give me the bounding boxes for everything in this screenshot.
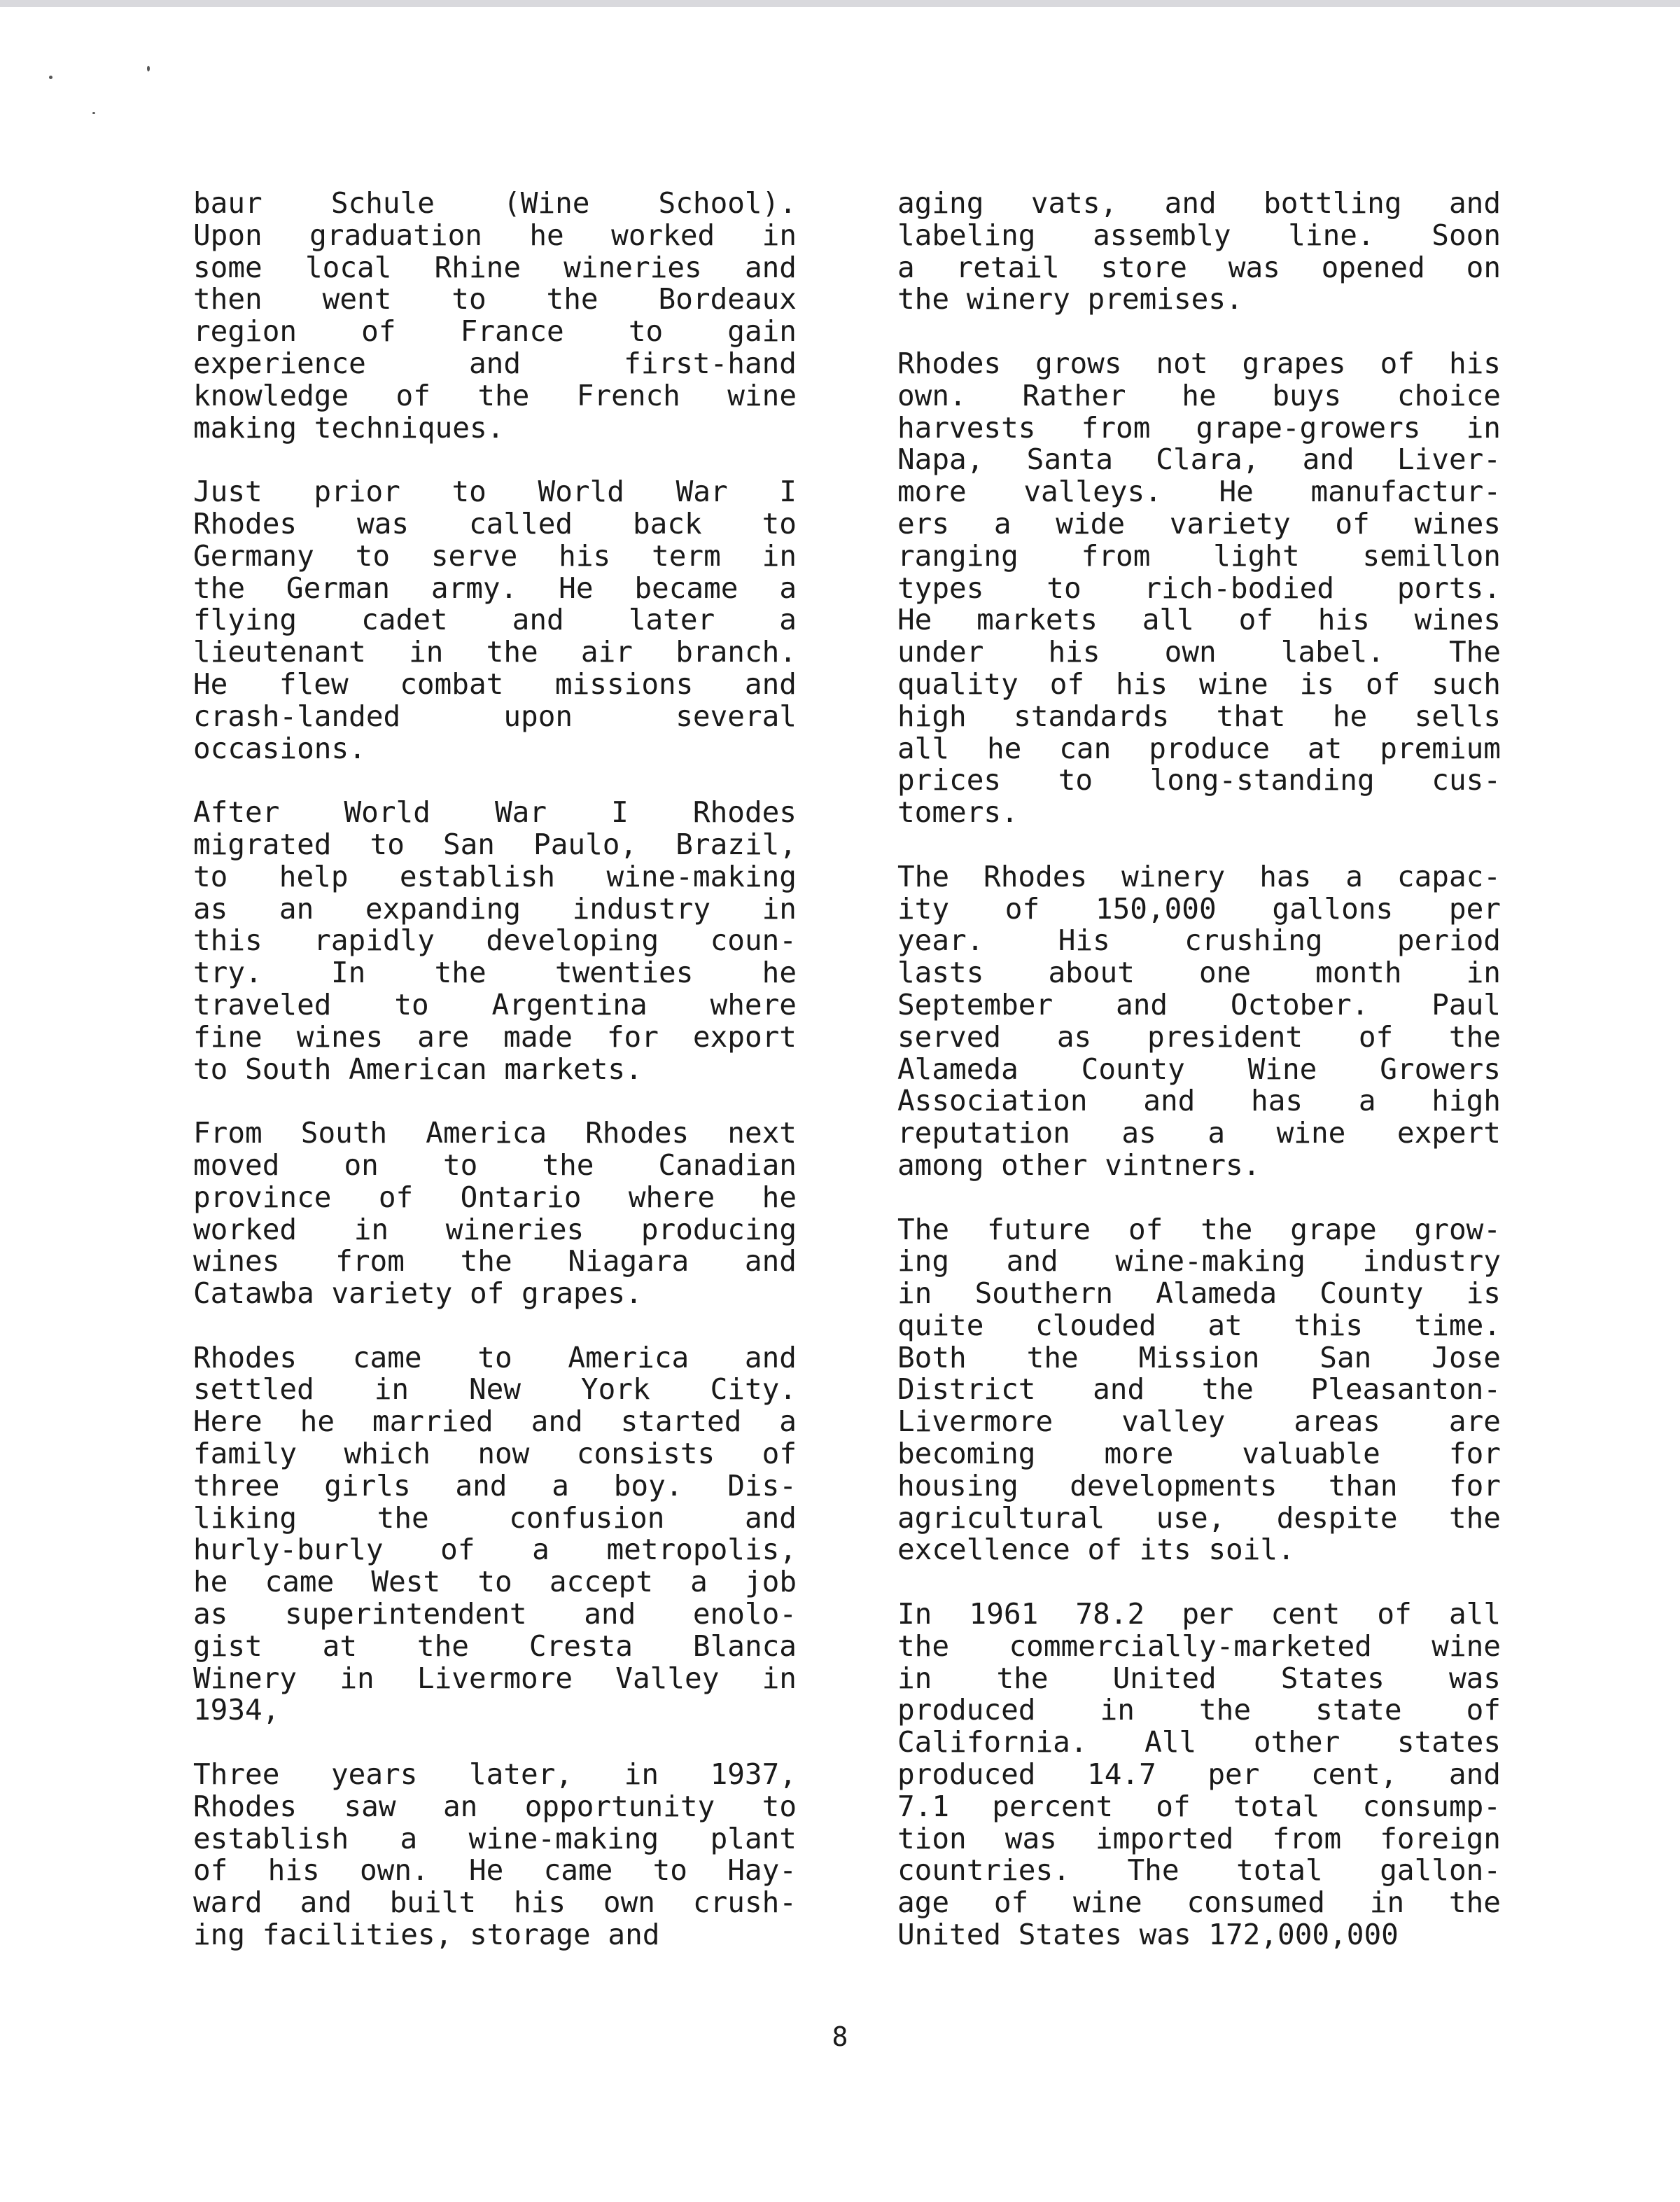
- text-line: the commercially-marketed wine: [897, 1629, 1501, 1663]
- text-line: produced 14.7 per cent, and: [897, 1757, 1501, 1792]
- text-line: ers a wide variety of wines: [897, 506, 1501, 541]
- text-line: Rhodes came to America and: [193, 1340, 797, 1374]
- text-line: settled in New York City.: [193, 1372, 797, 1407]
- text-line: housing developments than for: [897, 1468, 1501, 1503]
- text-line: migrated to San Paulo, Brazil,: [193, 827, 797, 861]
- text-line: the winery premises.: [897, 282, 1243, 316]
- text-line: harvests from grape-growers in: [897, 410, 1501, 445]
- right-column: [897, 188, 1501, 1984]
- text-line: wines from the Niagara and: [193, 1244, 797, 1278]
- text-line: fine wines are made for export: [193, 1019, 797, 1054]
- text-line: Napa, Santa Clara, and Liver-: [897, 443, 1501, 477]
- text-line: to South American markets.: [193, 1052, 643, 1086]
- text-line: ward and built his own crush-: [193, 1886, 797, 1920]
- text-line: year. His crushing period: [897, 924, 1501, 958]
- text-line: liking the confusion and: [193, 1500, 797, 1535]
- text-line: District and the Pleasanton-: [897, 1372, 1501, 1407]
- text-line: this rapidly developing coun-: [193, 924, 797, 958]
- text-line: 7.1 percent of total consump-: [897, 1789, 1501, 1823]
- text-line: in Southern Alameda County is: [897, 1276, 1501, 1311]
- text-line: knowledge of the French wine: [193, 378, 797, 412]
- text-line: countries. The total gallon-: [897, 1853, 1501, 1888]
- text-line: Germany to serve his term in: [193, 538, 797, 573]
- text-line: quite clouded at this time.: [897, 1308, 1501, 1342]
- text-line: The future of the grape grow-: [897, 1212, 1501, 1246]
- text-line: lasts about one month in: [897, 956, 1501, 990]
- paragraph: [897, 1214, 1501, 1567]
- text-line: family which now consists of: [193, 1437, 797, 1471]
- page-number: 8: [832, 2021, 848, 2052]
- scan-speck: [49, 76, 52, 79]
- left-column: [193, 188, 797, 1984]
- text-line: Rhodes saw an opportunity to: [193, 1789, 797, 1823]
- text-line: among other vintners.: [897, 1148, 1261, 1182]
- text-line: hurly-burly of a metropolis,: [193, 1533, 797, 1567]
- text-line: aging vats, and bottling and: [897, 186, 1501, 220]
- text-line: ity of 150,000 gallons per: [897, 891, 1501, 926]
- paragraph: [193, 1117, 797, 1310]
- text-line: age of wine consumed in the: [897, 1886, 1501, 1920]
- text-line: September and October. Paul: [897, 987, 1501, 1022]
- text-line: ing and wine-making industry: [897, 1244, 1501, 1278]
- text-line: From South America Rhodes next: [193, 1116, 797, 1150]
- text-line: experience and first-hand: [193, 346, 797, 380]
- paragraph: [897, 861, 1501, 1182]
- text-line: Here he married and started a: [193, 1405, 797, 1439]
- text-line: crash-landed upon several: [193, 699, 797, 733]
- text-line: 1934,: [193, 1693, 280, 1727]
- text-line: In 1961 78.2 per cent of all: [897, 1597, 1501, 1631]
- text-line: Rhodes grows not grapes of his: [897, 346, 1501, 380]
- paragraph: [193, 797, 797, 1085]
- paragraph: [193, 1759, 797, 1951]
- text-line: Livermore valley areas are: [897, 1405, 1501, 1439]
- text-line: Catawba variety of grapes.: [193, 1276, 643, 1311]
- text-line: produced in the state of: [897, 1693, 1501, 1727]
- text-line: a retail store was opened on: [897, 250, 1501, 284]
- text-line: Winery in Livermore Valley in: [193, 1661, 797, 1695]
- text-line: high standards that he sells: [897, 699, 1501, 733]
- text-line: of his own. He came to Hay-: [193, 1853, 797, 1888]
- paragraph: [897, 348, 1501, 829]
- text-line: as an expanding industry in: [193, 891, 797, 926]
- text-line: becoming more valuable for: [897, 1437, 1501, 1471]
- text-line: agricultural use, despite the: [897, 1500, 1501, 1535]
- paragraph: [193, 1342, 797, 1727]
- text-line: reputation as a wine expert: [897, 1116, 1501, 1150]
- text-line: served as president of the: [897, 1019, 1501, 1054]
- text-line: Three years later, in 1937,: [193, 1757, 797, 1792]
- text-line: tomers.: [897, 795, 1018, 830]
- text-line: California. All other states: [897, 1725, 1501, 1759]
- text-line: Rhodes was called back to: [193, 506, 797, 541]
- paragraph: [897, 1598, 1501, 1951]
- scan-speck: [147, 66, 150, 71]
- text-line: He flew combat missions and: [193, 667, 797, 701]
- text-line: prices to long-standing cus-: [897, 763, 1501, 797]
- text-line: gist at the Cresta Blanca: [193, 1629, 797, 1663]
- text-line: flying cadet and later a: [193, 603, 797, 637]
- paragraph: [897, 188, 1501, 316]
- text-line: Alameda County Wine Growers: [897, 1052, 1501, 1086]
- text-line: province of Ontario where he: [193, 1180, 797, 1214]
- text-line: three girls and a boy. Dis-: [193, 1468, 797, 1503]
- text-line: tion was imported from foreign: [897, 1821, 1501, 1855]
- text-line: Just prior to World War I: [193, 475, 797, 509]
- text-line: establish a wine-making plant: [193, 1821, 797, 1855]
- text-line: excellence of its soil.: [897, 1533, 1295, 1567]
- text-line: types to rich-bodied ports.: [897, 571, 1501, 605]
- text-line: making techniques.: [193, 410, 505, 445]
- text-line: moved on to the Canadian: [193, 1148, 797, 1182]
- text-line: the German army. He became a: [193, 571, 797, 605]
- scan-speck: [92, 112, 95, 114]
- text-line: he came West to accept a job: [193, 1565, 797, 1599]
- text-line: all he can produce at premium: [897, 731, 1501, 765]
- text-line: Both the Mission San Jose: [897, 1340, 1501, 1374]
- text-line: United States was 172,000,000: [897, 1918, 1399, 1952]
- text-line: in the United States was: [897, 1661, 1501, 1695]
- text-line: then went to the Bordeaux: [193, 282, 797, 316]
- text-line: quality of his wine is of such: [897, 667, 1501, 701]
- text-line: own. Rather he buys choice: [897, 378, 1501, 412]
- text-line: to help establish wine-making: [193, 859, 797, 893]
- text-line: under his own label. The: [897, 635, 1501, 669]
- scan-top-edge: [0, 0, 1680, 7]
- text-line: labeling assembly line. Soon: [897, 218, 1501, 252]
- paragraph: [193, 188, 797, 444]
- text-line: worked in wineries producing: [193, 1212, 797, 1246]
- text-line: lieutenant in the air branch.: [193, 635, 797, 669]
- text-line: ing facilities, storage and: [193, 1918, 660, 1952]
- text-line: After World War I Rhodes: [193, 795, 797, 830]
- paragraph: [193, 476, 797, 765]
- text-line: occasions.: [193, 731, 366, 765]
- text-line: ranging from light semillon: [897, 538, 1501, 573]
- text-line: He markets all of his wines: [897, 603, 1501, 637]
- text-line: region of France to gain: [193, 314, 797, 349]
- text-line: Association and has a high: [897, 1084, 1501, 1118]
- text-line: baur Schule (Wine School).: [193, 186, 797, 220]
- text-line: Upon graduation he worked in: [193, 218, 797, 252]
- text-line: The Rhodes winery has a capac-: [897, 859, 1501, 893]
- text-line: as superintendent and enolo-: [193, 1597, 797, 1631]
- text-line: traveled to Argentina where: [193, 987, 797, 1022]
- text-line: try. In the twenties he: [193, 956, 797, 990]
- text-line: more valleys. He manufactur-: [897, 475, 1501, 509]
- text-line: some local Rhine wineries and: [193, 250, 797, 284]
